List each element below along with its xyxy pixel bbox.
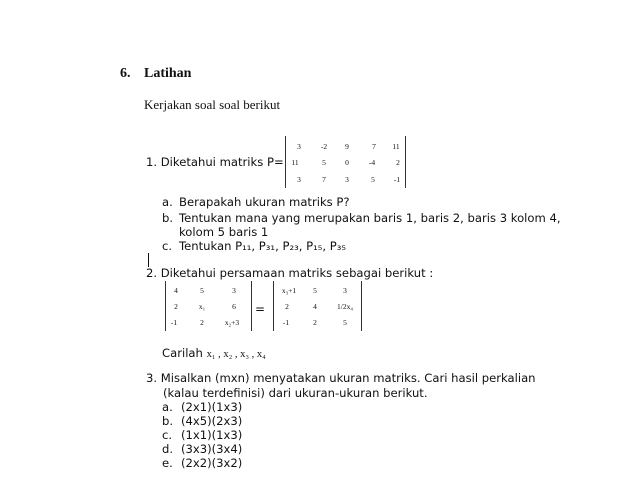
matrix-cell: -4 (368, 158, 376, 167)
option-text: (3x3)(3x4) (181, 442, 243, 456)
matrix-cell: -1 (393, 175, 401, 184)
matrix-cell: 4 (313, 302, 317, 311)
matrix-cell: 4 (174, 286, 178, 295)
option-label: e. (162, 456, 173, 470)
option-text: (2x2)(3x2) (181, 456, 243, 470)
matrix-cell: -1 (282, 318, 290, 327)
option-d (162, 442, 242, 456)
option-text: (2x1)(1x3) (181, 400, 243, 414)
matrix-cell: 3 (297, 142, 301, 151)
matrix-cell: 5 (313, 286, 317, 295)
question-1a (162, 195, 350, 209)
text-cursor (148, 253, 149, 267)
question-1-label: 1. Diketahui matriks P= (146, 155, 284, 169)
matrix-cell: 9 (345, 142, 349, 151)
matrix-cell: 3 (232, 286, 236, 295)
option-text: (4x5)(2x3) (181, 414, 243, 428)
section-heading (120, 66, 191, 82)
matrix-cell: 2 (313, 318, 317, 327)
option-c (162, 428, 242, 442)
matrix-cell: x₂+3 (224, 318, 240, 327)
matrix-cell: 5 (322, 158, 326, 167)
find-variables: x₁ , x₂ , x₃ , x₄ (206, 349, 266, 360)
question-1c (162, 239, 346, 253)
item-text: Berapakah ukuran matriks P? (179, 195, 350, 209)
matrix-cell: 5 (343, 318, 347, 327)
matrix-cell: 2 (200, 318, 204, 327)
matrix-cell: 3 (343, 286, 347, 295)
matrix-cell: 1/2x₄ (337, 302, 353, 311)
matrix-cell: 6 (232, 302, 236, 311)
matrix-cell: 11 (291, 158, 299, 167)
find-label: Carilah (162, 346, 203, 360)
item-text: Tentukan mana yang merupakan baris 1, baris 2, baris 3 kolom 4, (179, 211, 561, 225)
item-label: c. (162, 239, 173, 253)
question-3-line-1: 3. Misalkan (mxn) menyatakan ukuran matriks. Cari hasil perkalian (146, 371, 536, 385)
section-number: 6. (120, 66, 131, 81)
section-title: Latihan (144, 66, 192, 81)
matrix-cell: 2 (285, 302, 289, 311)
matrix-cell: 2 (396, 158, 400, 167)
matrix-cell: 7 (372, 142, 376, 151)
matrix-cell: 0 (345, 158, 349, 167)
option-a (162, 400, 242, 414)
question-3-line-2: (kalau terdefinisi) dari ukuran-ukuran berikut. (163, 386, 428, 400)
matrix-cell: x₁ (198, 302, 206, 311)
question-1b (162, 211, 561, 225)
question-2-label: 2. Diketahui persamaan matriks sebagai berikut : (146, 266, 434, 280)
question-1b-continued: kolom 5 baris 1 (179, 225, 269, 239)
matrix-cell: 5 (200, 286, 204, 295)
option-e (162, 456, 242, 470)
matrix-cell: -1 (170, 318, 178, 327)
matrix-cell: 5 (371, 175, 375, 184)
find-line (162, 346, 266, 360)
matrix-cell: -2 (320, 142, 328, 151)
matrix-cell: 7 (322, 175, 326, 184)
left-matrix (165, 281, 252, 331)
matrix-p (285, 136, 406, 188)
option-label: b. (162, 414, 174, 428)
option-b (162, 414, 242, 428)
matrix-cell: 3 (297, 175, 301, 184)
item-text: Tentukan P₁₁, P₃₁, P₂₃, P₁₅, P₃₅ (179, 239, 347, 253)
matrix-cell: 11 (392, 142, 400, 151)
option-text: (1x1)(1x3) (181, 428, 243, 442)
matrix-cell: x₃+1 (281, 286, 297, 295)
option-label: c. (162, 428, 173, 442)
intro-text: Kerjakan soal soal berikut (144, 97, 281, 112)
option-label: a. (162, 400, 173, 414)
right-matrix (273, 281, 362, 331)
equals-sign: = (255, 302, 266, 316)
matrix-cell: 3 (345, 175, 349, 184)
item-label: b. (162, 211, 174, 225)
option-label: d. (162, 442, 174, 456)
matrix-cell: 2 (174, 302, 178, 311)
item-label: a. (162, 195, 173, 209)
